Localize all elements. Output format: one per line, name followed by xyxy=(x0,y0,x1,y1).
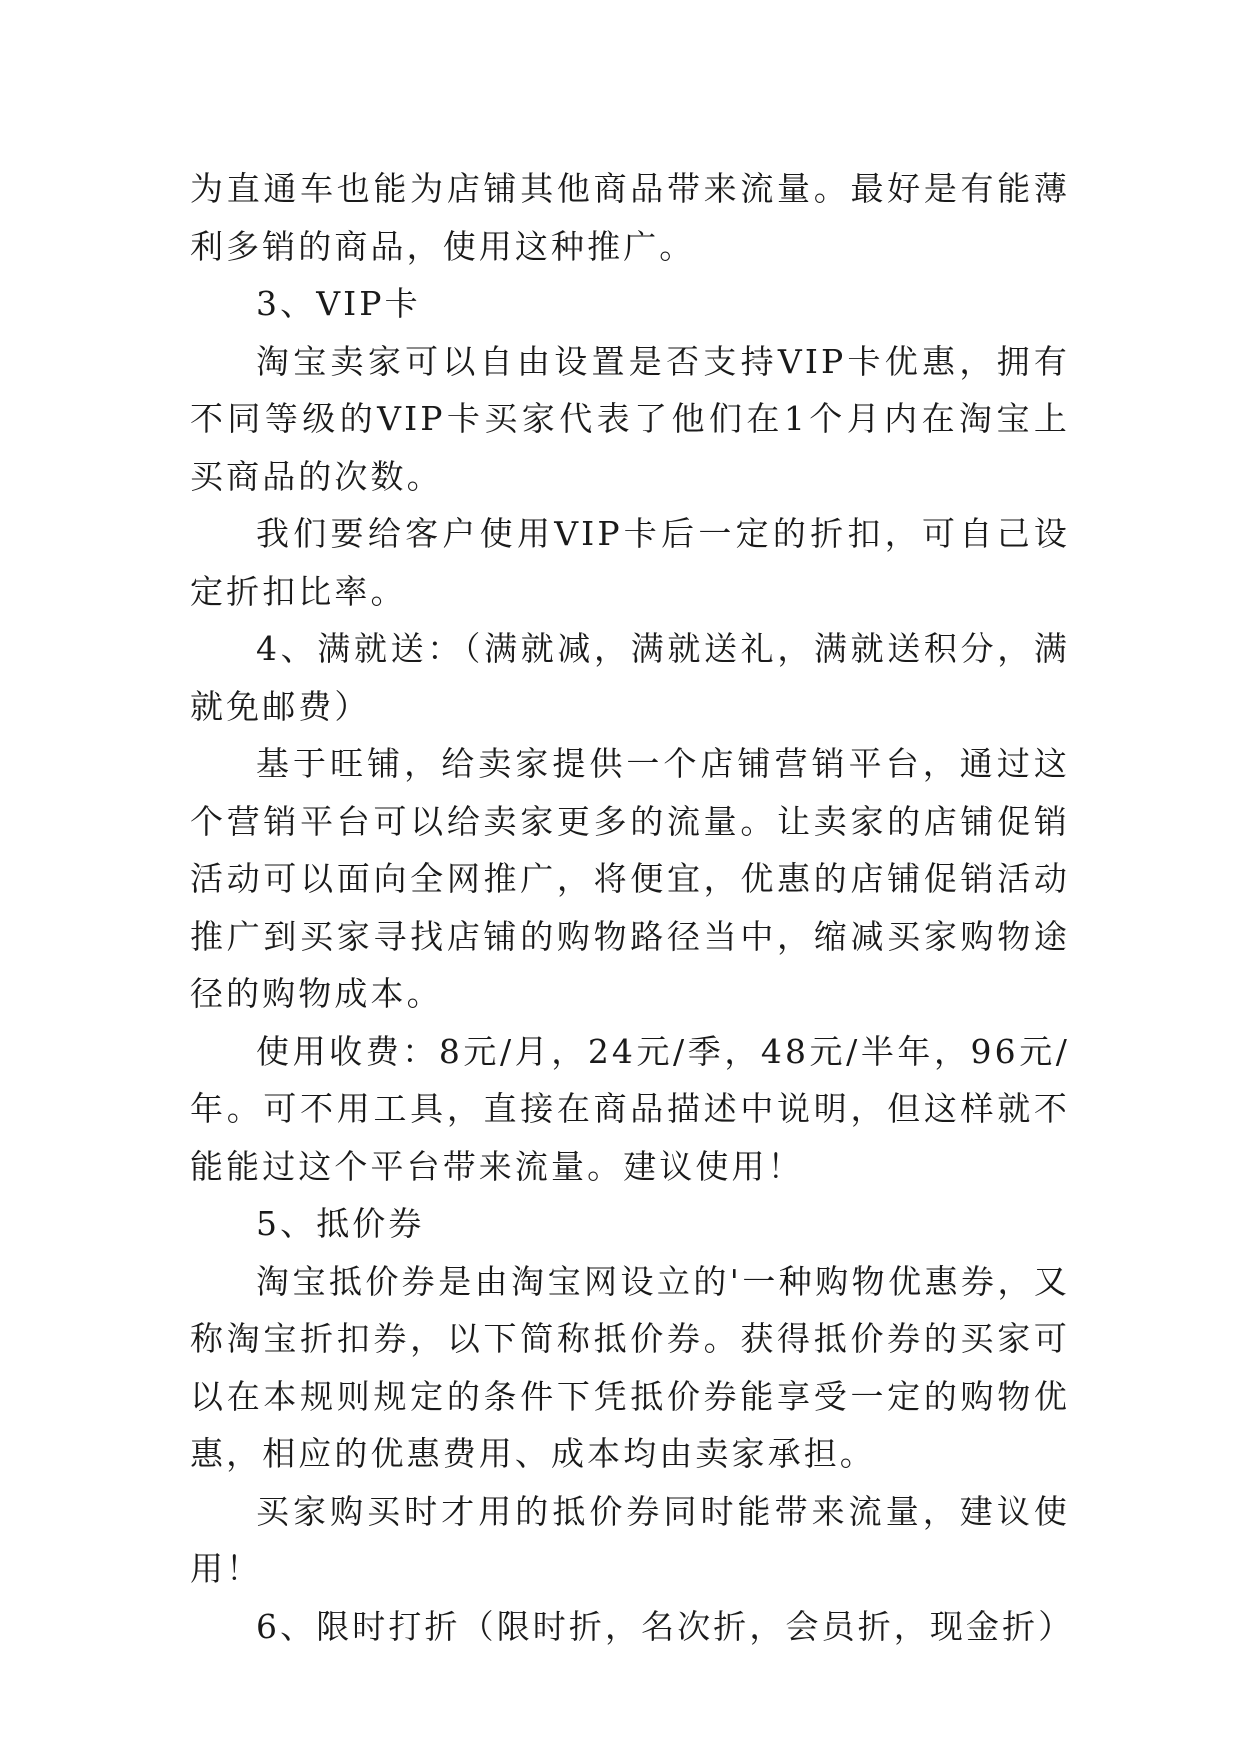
paragraph-coupon-description: 淘宝抵价券是由淘宝网设立的'一种购物优惠券，又称淘宝折扣券，以下简称抵价券。获得抵价券的买家可以在本规则规定的条件下凭抵价券能享受一定的购物优惠，相应的优惠费用、成本均由卖家承担。 xyxy=(190,1261,1070,1473)
section-heading-vip-card: 3、VIP卡 xyxy=(256,284,421,323)
section-heading-coupon: 5、抵价券 xyxy=(256,1204,425,1243)
section-heading-manjiusong: 4、满就送：（满就减，满就送礼，满就送积分，满就免邮费） xyxy=(190,629,1070,726)
paragraph-coupon-recommendation: 买家购买时才用的抵价券同时能带来流量，建议使用！ xyxy=(190,1491,1070,1588)
document-body xyxy=(190,160,1075,1655)
section-heading-limited-discount: 6、限时打折（限时折，名次折，会员折，现金折） xyxy=(256,1606,1075,1646)
paragraph-manjiusong-pricing: 使用收费：8元/月，24元/季，48元/半年，96元/年。可不用工具，直接在商品描述中说明，但这样就不能能过这个平台带来流量。建议使用！ xyxy=(190,1031,1070,1186)
paragraph-continuation: 为直通车也能为店铺其他商品带来流量。最好是有能薄利多销的商品，使用这种推广。 xyxy=(190,169,1070,266)
paragraph-manjiusong-description: 基于旺铺，给卖家提供一个店铺营销平台，通过这个营销平台可以给卖家更多的流量。让卖家的店铺促销活动可以面向全网推广，将便宜，优惠的店铺促销活动推广到买家寻找店铺的购物路径当中，缩减买家购物途径的购物成本。 xyxy=(190,744,1070,1013)
paragraph-vip-description: 淘宝卖家可以自由设置是否支持VIP卡优惠，拥有不同等级的VIP卡买家代表了他们在1个月内在淘宝上买商品的次数。 xyxy=(190,341,1070,496)
paragraph-vip-discount: 我们要给客户使用VIP卡后一定的折扣，可自己设定折扣比率。 xyxy=(190,514,1070,611)
